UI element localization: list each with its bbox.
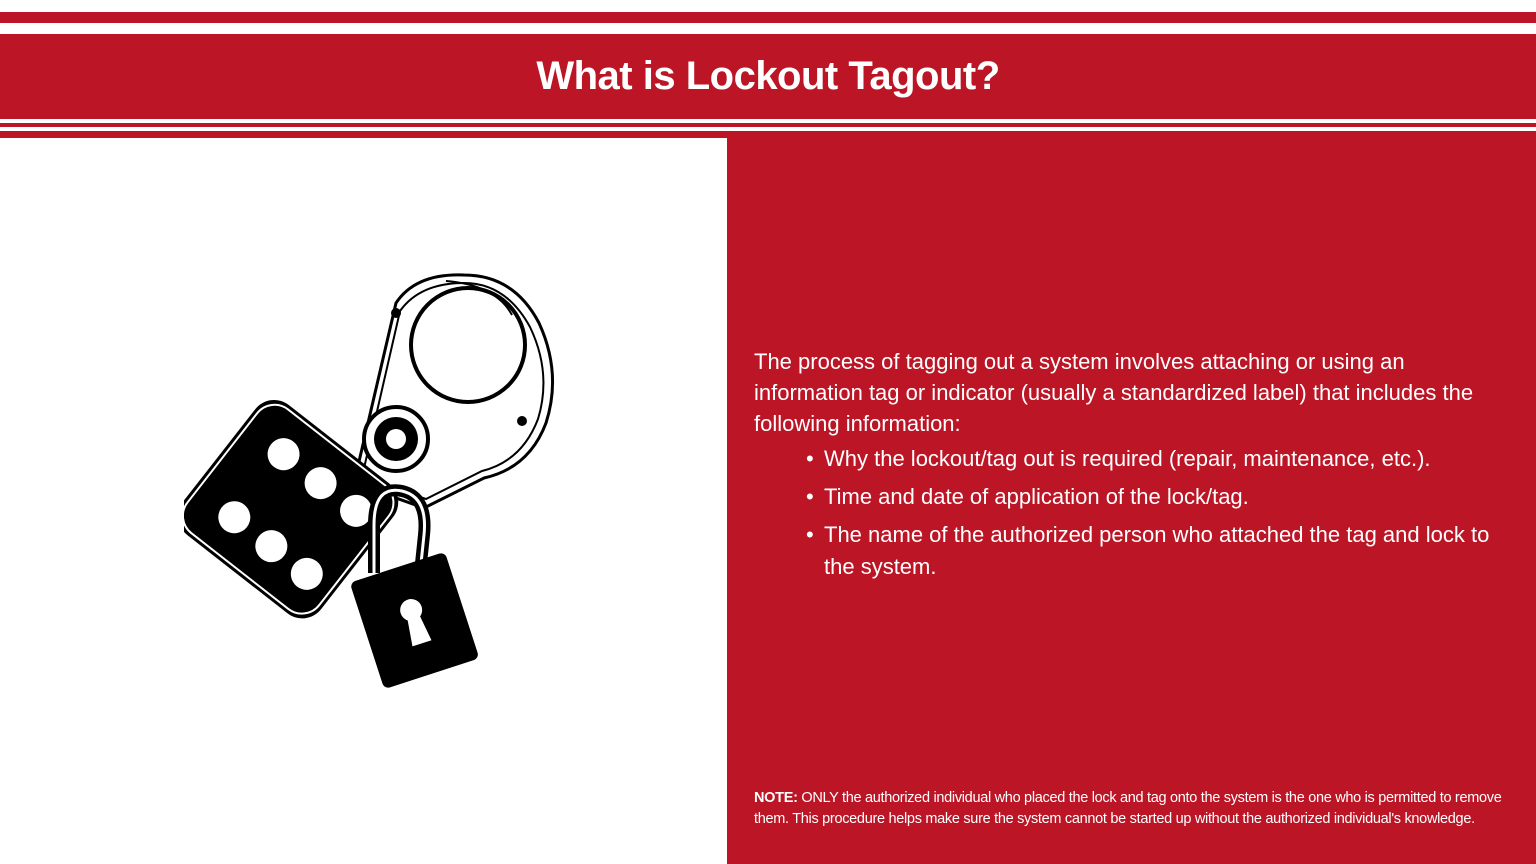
content-panel	[727, 138, 1536, 864]
title-banner	[0, 34, 1536, 119]
note-text	[754, 788, 1514, 830]
intro-paragraph: The process of tagging out a system involves attaching or using an information tag or indicator (usually a standardized label) that includes the following information:	[754, 349, 1474, 436]
info-list	[754, 443, 1514, 583]
body-text	[754, 346, 1514, 589]
list-item: • Why the lockout/tag out is required (repair, maintenance, etc.).	[806, 443, 1514, 475]
page-title: What is Lockout Tagout?	[536, 54, 1000, 98]
banner-lower-stripe	[0, 131, 1536, 138]
list-item: • Time and date of application of the lock/tag.	[806, 481, 1514, 513]
lockout-hasp-padlock-icon	[184, 263, 564, 693]
note-body: ONLY the authorized individual who placed the lock and tag onto the system is the one who is permitted to remove them. This procedure helps make sure the system cannot be started up without the authorized individual's knowledge.	[754, 790, 1502, 827]
note-label: NOTE:	[754, 790, 798, 806]
list-item: • The name of the authorized person who attached the tag and lock to the system.	[806, 519, 1514, 583]
banner-underline-stripe	[0, 123, 1536, 127]
top-stripe	[0, 12, 1536, 23]
illustration-panel	[4, 138, 727, 864]
